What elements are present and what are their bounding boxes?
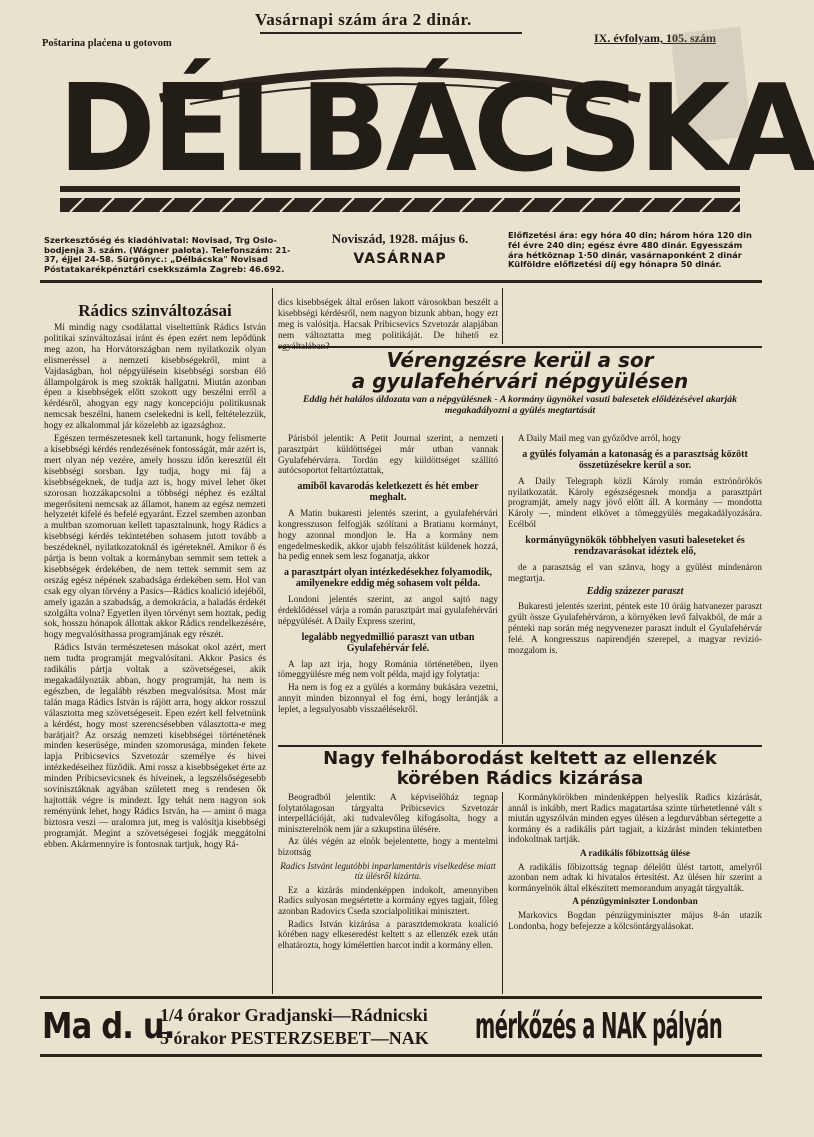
ad-time-1: 1/4 órakor Gradjanski—Rádnicski xyxy=(160,1005,428,1025)
volume-number: IX. évfolyam, 105. szám xyxy=(594,31,716,45)
article3-paragraph: Kormánykörökben mindenképpen helyeslik Radics kizárását, annál is inkább, mert Radics magatartása szinte türhetetlenné vált s miután ugyszólván minden egyes ülésen a legdurvábban sértegette a kormány és a radikális párt tagjait, a kizárást minden tekintetben indokoltnak tartják. xyxy=(508,792,762,845)
article2-pull-quote: a gyülés folyamán a katonaság és a parasztság között összetüzésekre kerül a sor. xyxy=(522,448,748,471)
article3-pull-quote: Radics Istvánt legutóbbi inparlamentáris viselkedése miatt tíz ülésről kizárta. xyxy=(280,860,496,882)
article1-paragraph: Mi mindig nagy csodálattal viseltettünk Rádics István politikai szinváltozásai iránt és épen ezért nem lepődünk meg azon, ha Horvátországban nem nyilatkozik olyan elismeréssel a nemzeti kisebbségekről, mint a Vajdaságban, hol népgyülésein kisebbségi sorsban élő állampolgárok is meg szokták hallgatni. Miután azonban épen a kisebbségek előtt szokott ugy beszélni erről a kérdésről, ahogyan egy nagy koncepcióju politikusnak nemcsak beszélni, hanem cselekedni is kell, feltételezzük, hogy ez alkalommal jár közelebb az igazsághoz. xyxy=(44,323,266,432)
article1-paragraph: Egészen természetesnek kell tartanunk, hogy felismerte a kisebbségi kérdés rendezésének fontosságát, már azért is, mert olyan nép vezére, amely hosszu időn keresztül élt kisebbségi sorsban. Igy tudja, hogy mi fáj a kisebbségeknek, de tudja azt is, hogy mivel lehet őket szorosan hozzákapcsolni a többségi néphez és ezáltal megerősíteni nemcsak az államot, hanem az egész nemzeti helyzetét kifelé és befelé egyaránt. Ezzel szemben azonban a multban szomoruan kellett tapasztalnunk, hogy Rádics a kisebbségi kérdés tekintetében sohasem jutott tovább a beszédeknél, nyilatkozatoknál és igéreteknél. Amikor ő és pártja is benn voltak a kormányban semmit sem tettek a kisebbségek érdekében, de nem tettek semmit sem az ország egész népének szabadsága érdekében sem. Hol van csak egy olyan törvény a Pasics—Rádics koalició idejéből, amely igazán a szabadság, a demokrácia, a haladás érdekét szolgálta volna? Egyetlen ilyen törvényt sem hoztak, pedig sok, hosszu hónapok állottak akkor Rádics rendelkezésére, hogy megvalósíthassa programjának egy részét. xyxy=(44,434,266,641)
article3-paragraph: Az ülés végén az elnök bejelentette, hogy a mentelmi bizottság xyxy=(278,836,498,857)
article3-paragraph: Markovics Bogdan pénzügyminiszter május 8-án utazik Londonba, hogy befejezze a kölcsöntárgyalásokat. xyxy=(508,909,762,931)
editorial-info: Szerkesztőség és kiadóhivatal: Novisad, Trg Oslo-bodjenja 3. szám. (Wágner palota). Telefonszám: 21-37, éjjel 24-58. Sürgönyc.: „Délbácska" Novisad Póstatakarékpénztári csekkszámla Zagreb: 46.692. xyxy=(44,235,291,274)
postage-note: Poštarina plaćena u gotovom xyxy=(42,38,172,49)
article3-subhead: A pénzügyminiszter Londonban xyxy=(572,896,698,907)
article2-paragraph: Londoni jelentés szerint, az angol sajtó nagy érdeklődéssel várja a román parasztpárt mai gyulafehérvári népgyülését. A Daily Express szerint, xyxy=(278,594,498,626)
article3-subhead: A radikális főbizottság ülése xyxy=(580,847,690,858)
header-rule xyxy=(40,280,762,283)
article2-paragraph: A Matin bukaresti jelentés szerint, a gyulafehérvári kongresszuson felfogják szólítani a Bratianu kormányt, hogy azonnal mondjon le. Ha a kormány nem engedelmeskedik, akkor ujabb felszólítást küldenek hozzá, ha pedig ennek sem lesz foganatja, akkor xyxy=(278,508,498,562)
article2-paragraph: A Daily Telegraph közli Károly román extrónörökös nyilatkozatát. Károly egészségesnek mondja a parasztpárt programját, amely nagy jövő előtt áll. A kormány — mondotta Károly —, mindent elkövet a tömeggyülés megakadályozására. Ecélból xyxy=(508,475,762,529)
ad-left-text: Ma d. u. xyxy=(42,1006,175,1047)
article1-cont-text: dics kisebbségek által erősen lakott városokban beszélt a kisebbségi kérdésről, nem nagyon bizunk abban, hogy ezt meg is valósitja. Hacsak Pribicsevics Szvetozár alapjában nem változtatta meg politikáját. De hihető ez xyxy=(278,298,498,341)
ad-right-text: mérkőzés a NAK pályán xyxy=(475,1006,723,1047)
article2-col2 xyxy=(508,433,762,741)
article1-continuation xyxy=(278,298,498,344)
ad-top-rule xyxy=(40,996,762,999)
article3-col2 xyxy=(508,792,762,994)
ad-time-2: 5 órakor PESTERZSEBET—NAK xyxy=(160,1028,429,1048)
column-divider-4 xyxy=(502,792,503,994)
article2-paragraph: A lap azt irja, hogy Románia történetében, ilyen tömeggyülésre még nem volt példa, majd igy folytatja: xyxy=(278,658,498,680)
article3-top-rule xyxy=(278,745,762,747)
article3-paragraph: Beogradból jelentik: A képviselőház tegnap folytatólagosan tárgyalta Pribicsevics Szvetozár interpellációját, aki tudvalevőleg kifogásolta, hogy a miniszterelnök nem jár a szkupstina ülésére. xyxy=(278,792,498,834)
article1-paragraph: Rádics István természetesen másokat okol azért, mert nem tudta programját megvalósítani. Akkor Pasics és radikális pártja voltak a szövetségesei, akik megakadályozták abban, hogy programját, ha nem is egészben, de legalább részben megvalósítsa. Most már talán maga Rádics István is rájött arra, hogy akkor rosszul választotta meg szövetségeseit. Epen ezért kell felvetnünk a kérdést, hogy most szerencsésebben választotta-e meg barátjait? Az ország nemzeti kisebbségei történetének minden keserüsége, minden szomorusága, minden fekete lapja Pribicsevics Szvetozár személye és hivei intézkedéseihez füződik. Ami rossz a kisebbségeket érte az minden Pribicsevicsnek és híveinek, a legszélsőségesebb sovinisztáknak agyában született meg s rendesen ők hajtották végre is mindezt. Igy tehát nem nagyon sok reményünk lehet, hogy Rádics István, ha — amint ő maga biztosra veszi — uralomra jut, meg is valósítja kisebbségi programját. Megint a szövetségesei fogják meggátolni ebben. Akármennyire is fontosnak tartjuk, hogy Rá- xyxy=(44,643,266,850)
article2-paragraph: Ha nem is fog ez a gyülés a kormány bukására vezetni, annyit minden bizonnyal el fog érni, hogy lerántják a leplet, a legsulyosabb visszaélésekről. xyxy=(278,682,498,714)
article2-pull-quote: kormányügynökök többhelyen vasuti baleseteket és rendzavarásokat idéztek elő, xyxy=(525,534,745,557)
article1-title: Rádics szinváltozásai xyxy=(78,301,232,320)
article2-headline-1: Vérengzésre kerül a sor xyxy=(386,348,654,372)
article3-paragraph: Ez a kizárás mindenképpen indokolt, amennyiben Radics sulyosan megsértette a kormány egyes tagjait, főleg azonban Radovics Cseda szocialpolitikai minisztert. xyxy=(278,884,498,916)
article3-col1 xyxy=(278,792,498,994)
ad-bottom-rule xyxy=(40,1054,762,1057)
column-divider-3 xyxy=(502,436,503,744)
article2-paragraph: Párisból jelentik: A Petit Journal szerint, a nemzeti parasztpárt küldöttségei már utban vannak Gyulafehérvárra. Tordán egy küldöttséget szállító autócsoportot feltartóztattak, xyxy=(278,433,498,476)
issue-date: Noviszád, 1928. május 6. xyxy=(331,231,469,246)
article2-pull-quote: a parasztpárt olyan intézkedésekhez folyamodik, amilyenekre eddig még sohasem volt példa. xyxy=(283,567,493,590)
article2-pull-quote: legalább negyedmillió paraszt van utban Gyulafehérvár felé. xyxy=(301,631,475,654)
article2-col1 xyxy=(278,433,498,741)
article2-paragraph: Bukaresti jelentés szerint, péntek este 10 óráig hatvanezer paraszt gyült össze Gyulafehérváron, a környéken levő falvakból, de már a pénteki nap során még negyvenezer paraszt indult el Gyulafehérvár felé. A kongresszus napirendjén szerepel, a magyar revizió-mozgalom is. xyxy=(508,601,762,655)
article2-paragraph: de a parasztság el van szánva, hogy a gyülést mindenáron megtartja. xyxy=(508,561,762,583)
masthead-title: DÉLBÁCSKA xyxy=(58,57,814,199)
article3-paragraph: A radikális főbizottság tegnap délelőtt ülést tartott, amelyről azonban nem adtak ki hivatalos értesítést. Az ülésen hír szerint a kormányelnök által elkészített memorandum anyagát tárgyalták. xyxy=(508,861,762,893)
issue-date-block xyxy=(305,231,495,267)
article2-subhead-2: Eddig százezer paraszt xyxy=(586,586,684,598)
column-divider-2 xyxy=(502,288,503,344)
article2-subhead: Eddig hét halálos áldozata van a népgyülésnek - A kormány ügynökei vasuti balesetek előidézésével akarják megakadályozni a gyülés megtartását xyxy=(303,394,737,416)
price-underline xyxy=(260,32,522,34)
article2-headline-2: a gyulafehérvári népgyülésen xyxy=(351,369,689,393)
subscription-info: Előfizetési ára: egy hóra 40 din; három hóra 120 din fél évre 240 din; egész évre 480 dinár. Egyesszám ára hétköznap 1·50 dinár, vasárnaponként 2 dinár Külföldre előfizetési díj egy hónapra 50 dinár. xyxy=(508,230,752,270)
article3-paragraph: Radics István kizárása a parasztdemokrata koalició körében nagy elkeseredést keltett s az ellenzék ezek után elhatározta, hogy kimélettlen harcot indít a kormány ellen. xyxy=(278,918,498,950)
price-line: Vasárnapi szám ára 2 dinár. xyxy=(255,10,472,29)
article1-body xyxy=(44,323,266,991)
column-divider-1 xyxy=(272,288,273,994)
issue-day: VASÁRNAP xyxy=(353,251,447,267)
article2-pull-quote: amiből kavarodás keletkezett és hét ember meghalt. xyxy=(297,481,479,504)
article2-paragraph: A Daily Mail meg van győződve arról, hogy xyxy=(518,433,681,443)
article3-headline: Nagy felháborodást keltett az ellenzék körében Rádics kizárása xyxy=(323,748,717,789)
